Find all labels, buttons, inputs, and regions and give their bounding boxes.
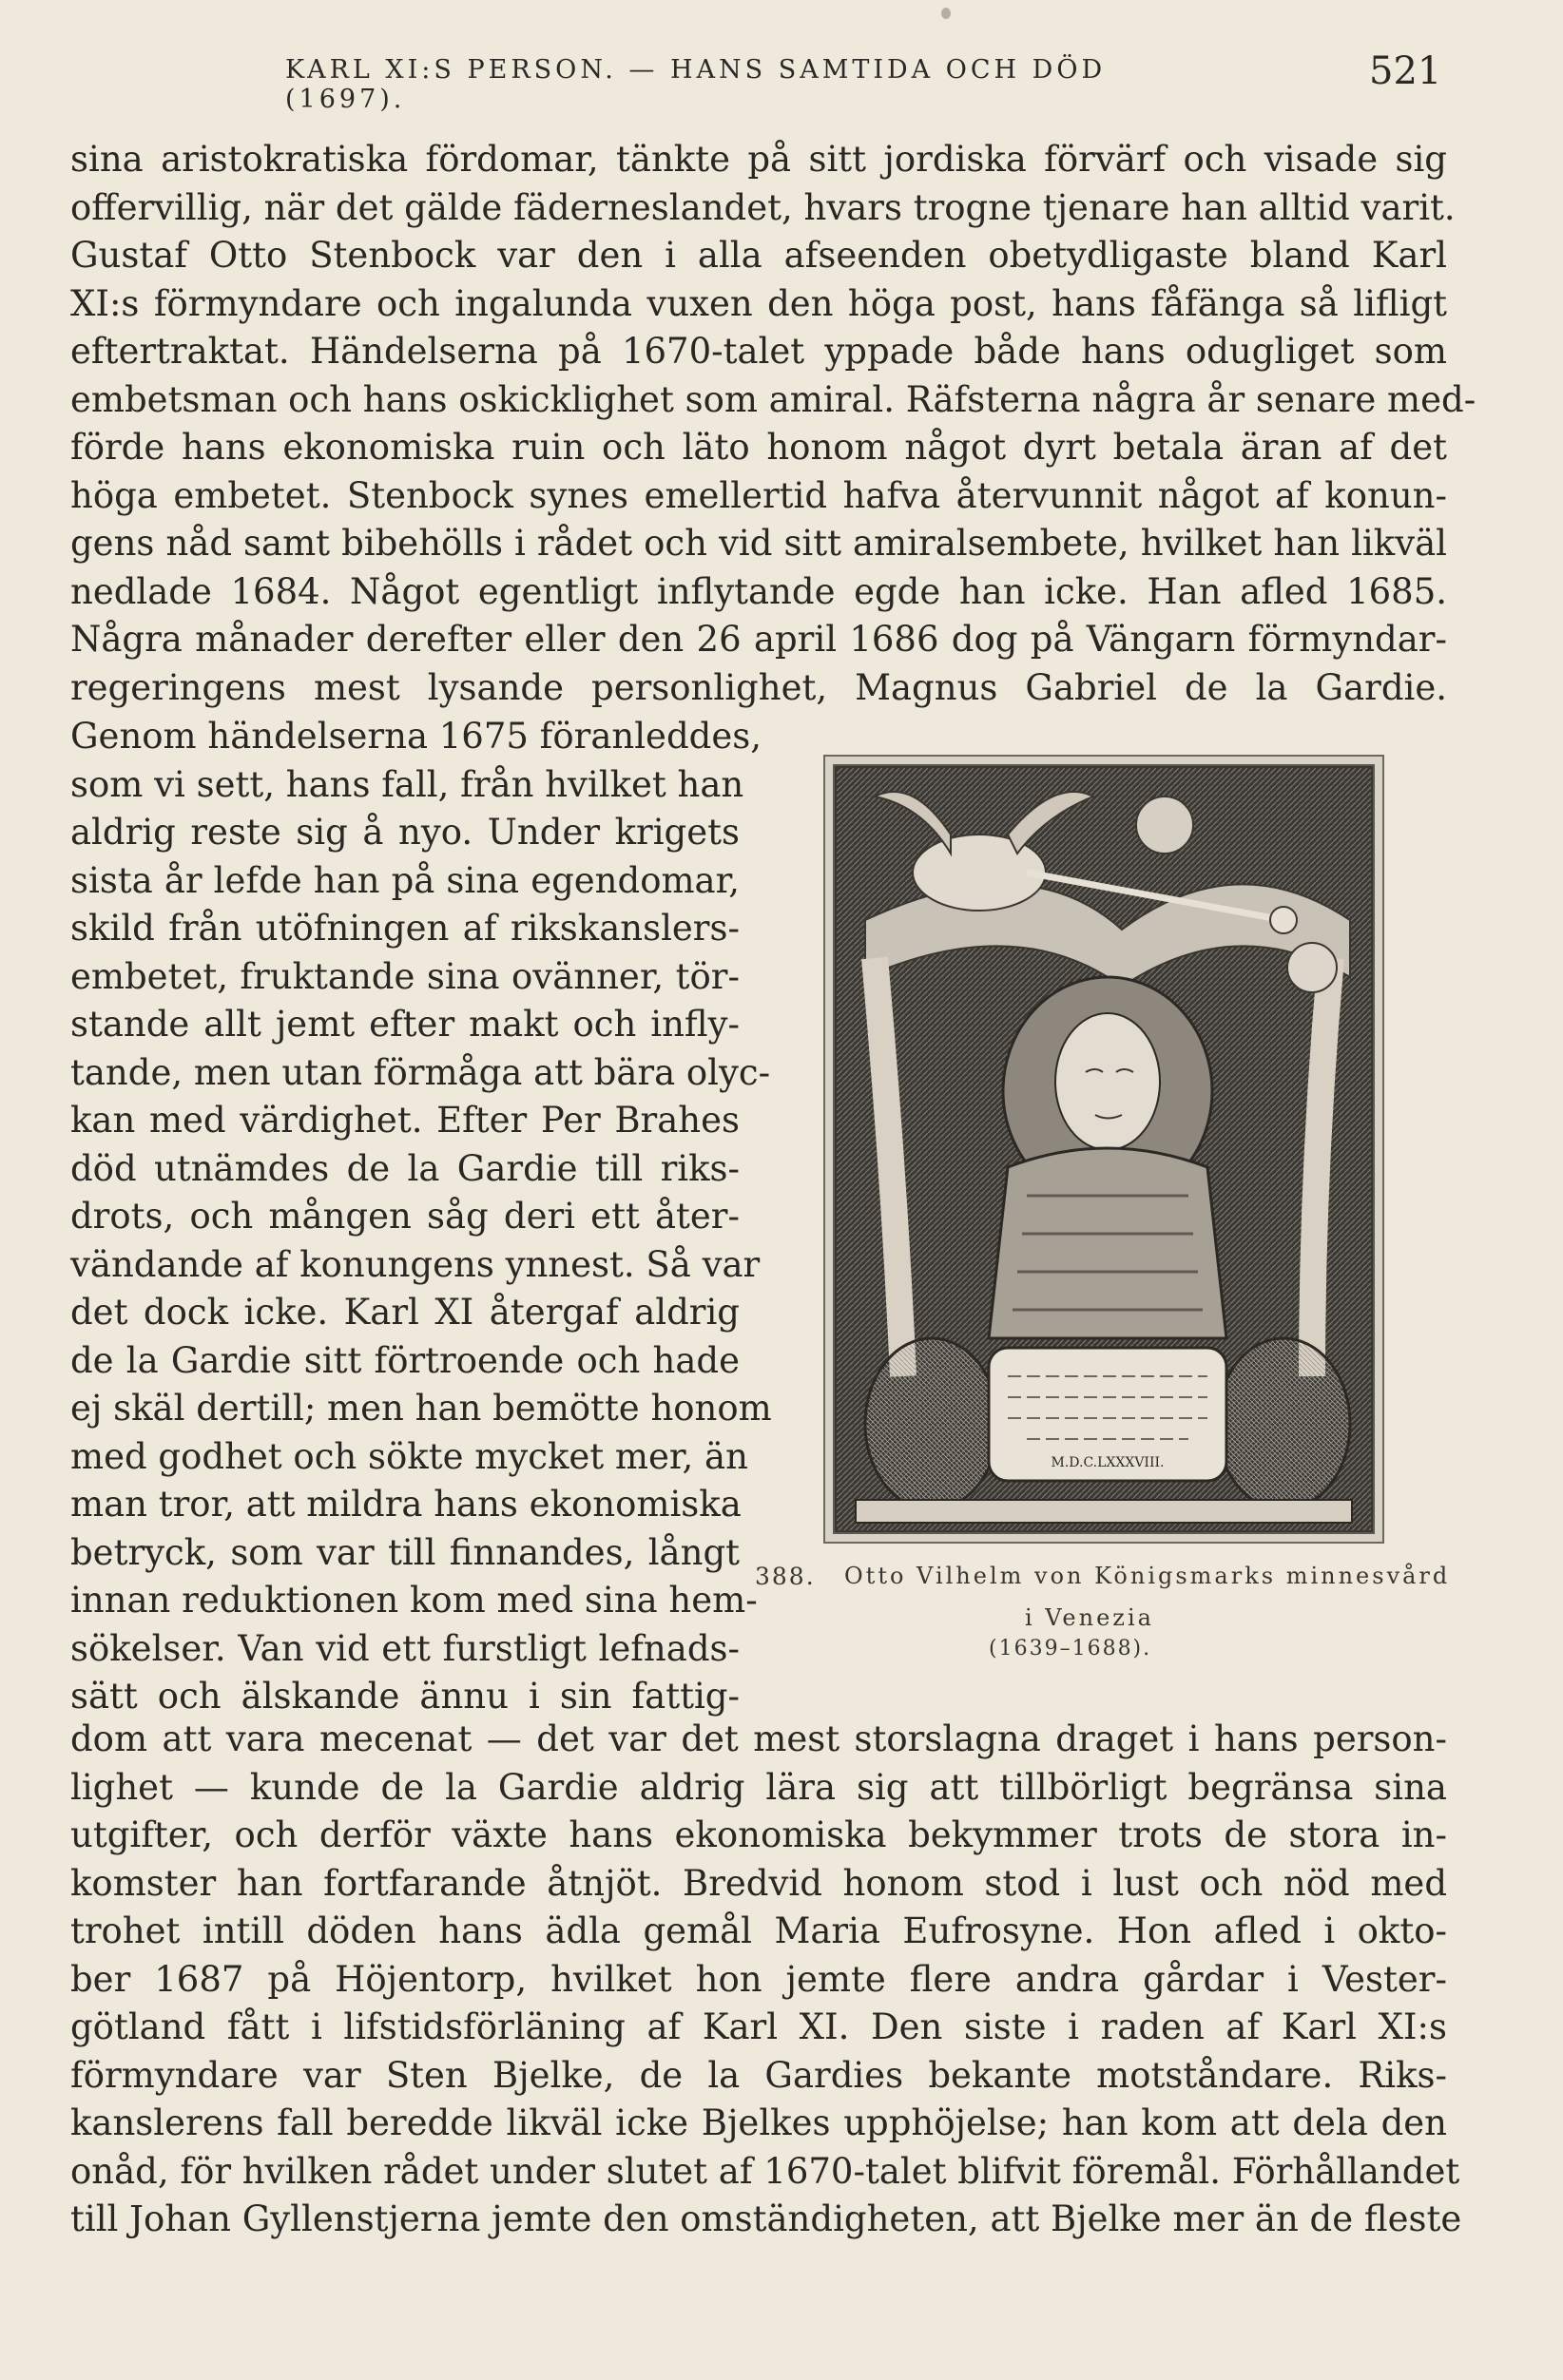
text-line: eftertraktat. Händelserna på 1670-talet yppade både hans odugliget som <box>70 331 1447 372</box>
text-line: skild från utöfningen af rikskanslers- <box>70 908 740 949</box>
text-line: tande, men utan förmåga att bära olyc- <box>70 1051 771 1093</box>
text-line: komster han fortfarande åtnjöt. Bredvid honom stod i lust och nöd med <box>70 1862 1447 1904</box>
text-line: sista år lefde han på sina egendomar, <box>70 859 740 901</box>
text-line: sina aristokratiska fördomar, tänkte på sitt jordiska förvärf och visade sig <box>70 139 1447 180</box>
text-line: död utnämdes de la Gardie till riks- <box>70 1147 740 1189</box>
coat-of-arms-left <box>865 1338 998 1509</box>
figure-caption: Otto Vilhelm von Königsmarks minnesvård <box>844 1563 1451 1589</box>
text-line: ber 1687 på Höjentorp, hvilket hon jemte flere andra gårdar i Vester- <box>70 1958 1447 2000</box>
text-line: kanslerens fall beredde likväl icke Bjelkes upphöjelse; han kom att dela den <box>70 2102 1447 2143</box>
page-speck <box>941 8 951 19</box>
text-line: innan reduktionen kom med sina hem- <box>70 1580 758 1621</box>
text-line: gens nåd samt bibehölls i rådet och vid sitt amiralsembete, hvilket han likväl <box>70 523 1447 564</box>
text-line: förmyndare var Sten Bjelke, de la Gardies bekante motståndare. Riks- <box>70 2054 1447 2096</box>
text-line: de la Gardie sitt förtroende och hade <box>70 1339 740 1381</box>
angel-figure <box>913 835 1046 911</box>
text-line: dom att vara mecenat — det var det mest storslagna draget i hans person- <box>70 1718 1447 1759</box>
text-line: ej skäl dertill; men han bemötte honom <box>70 1388 772 1429</box>
monument-engraving <box>837 768 1371 1530</box>
text-line: förde hans ekonomiska ruin och läto honom något dyrt betala äran af det <box>70 427 1447 468</box>
coat-of-arms-right <box>1217 1338 1350 1509</box>
text-line: vändande af konungens ynnest. Så var <box>70 1243 761 1285</box>
plaque-year: M.D.C.LXXXVIII. <box>1051 1455 1165 1470</box>
text-line: Gustaf Otto Stenbock var den i alla afseenden obetydligaste bland Karl <box>70 235 1447 276</box>
text-line: till Johan Gyllenstjerna jemte den omständigheten, att Bjelke mer än de fleste <box>70 2198 1462 2239</box>
text-line: det dock icke. Karl XI återgaf aldrig <box>70 1292 740 1333</box>
text-line: Några månader derefter eller den 26 april 1686 dog på Vängarn förmyndar- <box>70 619 1447 660</box>
text-line: aldrig reste sig å nyo. Under krigets <box>70 812 740 853</box>
text-line: drots, och mången såg deri ett åter- <box>70 1196 740 1237</box>
text-line: sökelser. Van vid ett furstligt lefnads- <box>70 1627 740 1669</box>
engraving-figure <box>823 755 1384 1544</box>
text-line: man tror, att mildra hans ekonomiska <box>70 1484 742 1525</box>
running-header: KARL XI:S PERSON. — HANS SAMTIDA OCH DÖD (1697). <box>285 55 1107 114</box>
text-line: trohet intill döden hans ädla gemål Maria Eufrosyne. Hon afled i okto- <box>70 1910 1447 1951</box>
text-line: embetsman och hans oskicklighet som amiral. Räfsterna några år senare med- <box>70 378 1476 420</box>
text-line: höga embetet. Stenbock synes emellertid hafva återvunnit något af konun- <box>70 474 1447 516</box>
text-line: regeringens mest lysande personlighet, Magnus Gabriel de la Gardie. <box>70 666 1447 708</box>
text-line: XI:s förmyndare och ingalunda vuxen den höga post, hans fåfänga så lifligt <box>70 282 1447 324</box>
text-line: sätt och älskande ännu i sin fattig- <box>70 1676 740 1717</box>
text-line: embetet, fruktande sina ovänner, tör- <box>70 955 740 997</box>
figure-caption-dates: (1639–1688). <box>989 1637 1152 1660</box>
text-line: götland fått i lifstidsförläning af Karl XI. Den siste i raden af Karl XI:s <box>70 2006 1447 2047</box>
text-line: Genom händelserna 1675 föranleddes, <box>70 716 762 757</box>
figure-number: 388. <box>755 1563 816 1590</box>
text-line: stande allt jemt efter makt och infly- <box>70 1004 740 1045</box>
text-line: kan med värdighet. Efter Per Brahes <box>70 1100 740 1141</box>
text-line: onåd, för hvilken rådet under slutet af 1670-talet blifvit föremål. Förhållandet <box>70 2150 1460 2192</box>
page-number: 521 <box>1369 49 1442 93</box>
text-line: lighet — kunde de la Gardie aldrig lära sig att tillbörligt begränsa sina <box>70 1766 1447 1808</box>
text-line: som vi sett, hans fall, från hvilket han <box>70 763 744 805</box>
text-line: offervillig, när det gälde fäderneslandet, hvars trogne tjenare han alltid varit. <box>70 186 1456 228</box>
text-line: betryck, som var till finnandes, långt <box>70 1531 740 1573</box>
figure-caption-place: i Venezia <box>1025 1604 1154 1631</box>
text-line: utgifter, och derför växte hans ekonomiska bekymmer trots de stora in- <box>70 1814 1447 1855</box>
text-line: med godhet och sökte mycket mer, än <box>70 1435 748 1477</box>
text-line: nedlade 1684. Något egentligt inflytande egde han icke. Han afled 1685. <box>70 570 1447 612</box>
